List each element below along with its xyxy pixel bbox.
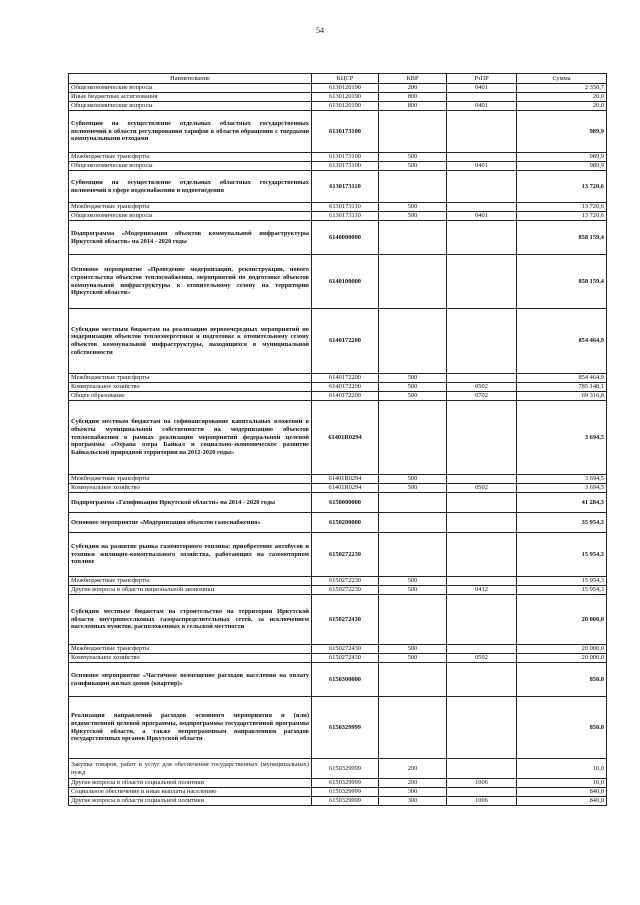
- cell-sum: 13 720,6: [517, 171, 607, 203]
- cell-kvr: 500: [379, 654, 447, 663]
- cell-kcsr: 6150300000: [312, 663, 379, 697]
- cell-rzpr: [447, 595, 517, 645]
- cell-name: Коммунальное хозяйство: [69, 654, 312, 663]
- table-row: [69, 475, 607, 484]
- cell-kvr: 300: [379, 788, 447, 797]
- cell-kvr: 500: [379, 383, 447, 392]
- cell-sum: 850,0: [517, 697, 607, 759]
- cell-name: Основное мероприятие «Модернизация объектов газоснабжения»: [69, 513, 312, 533]
- cell-kvr: 500: [379, 203, 447, 212]
- cell-rzpr: [447, 374, 517, 383]
- cell-kvr: 500: [379, 484, 447, 493]
- cell-name: Общее образование: [69, 392, 312, 401]
- cell-rzpr: [447, 153, 517, 162]
- cell-kvr: [379, 493, 447, 513]
- cell-rzpr: 1006: [447, 797, 517, 806]
- cell-sum: 20,0: [517, 102, 607, 111]
- cell-name: Коммунальное хозяйство: [69, 484, 312, 493]
- cell-name: Другие вопросы в области социальной политики: [69, 797, 312, 806]
- table-row: [69, 255, 607, 309]
- cell-rzpr: 0401: [447, 84, 517, 93]
- cell-sum: 35 954,3: [517, 513, 607, 533]
- cell-name: Субсидии на развитие рынка газомоторного топлива: приобретение автобусов и техники жилищно-коммунального хозяйства, работающих на газомоторном топливе: [69, 533, 312, 577]
- cell-sum: 989,9: [517, 162, 607, 171]
- cell-rzpr: 0401: [447, 162, 517, 171]
- cell-sum: 840,0: [517, 797, 607, 806]
- table-row: [69, 162, 607, 171]
- cell-kvr: 300: [379, 797, 447, 806]
- cell-name: Межбюджетные трансферты: [69, 153, 312, 162]
- cell-kvr: 200: [379, 779, 447, 788]
- budget-table: [68, 73, 607, 806]
- cell-kcsr: 6150329999: [312, 779, 379, 788]
- cell-sum: 20,0: [517, 93, 607, 102]
- cell-kcsr: 6130173110: [312, 171, 379, 203]
- table-row: [69, 577, 607, 586]
- cell-kcsr: 6140172200: [312, 383, 379, 392]
- cell-name: Другие вопросы в области социальной политики: [69, 779, 312, 788]
- cell-sum: 20 000,0: [517, 645, 607, 654]
- cell-rzpr: [447, 577, 517, 586]
- table-row: [69, 493, 607, 513]
- cell-rzpr: [447, 401, 517, 475]
- cell-kcsr: 6130120190: [312, 84, 379, 93]
- cell-sum: 989,9: [517, 153, 607, 162]
- cell-name: Основное мероприятие «Частичное возмещение расходов населения на оплату газификации жилых домов (квартир)»: [69, 663, 312, 697]
- cell-kcsr: 6150272230: [312, 577, 379, 586]
- cell-rzpr: [447, 645, 517, 654]
- cell-kvr: [379, 111, 447, 153]
- cell-kcsr: 6140172200: [312, 309, 379, 374]
- cell-rzpr: 0401: [447, 102, 517, 111]
- cell-rzpr: [447, 663, 517, 697]
- table-row: [69, 654, 607, 663]
- table-row: [69, 111, 607, 153]
- cell-name: Другие вопросы в области национальной экономики: [69, 586, 312, 595]
- cell-sum: 785 148,1: [517, 383, 607, 392]
- table-row: [69, 759, 607, 779]
- cell-kvr: 500: [379, 586, 447, 595]
- cell-name: Общеэкономические вопросы: [69, 212, 312, 221]
- cell-name: Основное мероприятие «Проведение модернизации, реконструкции, нового строительства объектов теплоснабжения, мероприятий по подготовке объектов коммунальной инфраструктуры к отопительному сезону на территории Иркутской области»: [69, 255, 312, 309]
- cell-name: Социальное обеспечение и иные выплаты населению: [69, 788, 312, 797]
- cell-kcsr: 6130173100: [312, 111, 379, 153]
- cell-name: Межбюджетные трансферты: [69, 645, 312, 654]
- cell-kvr: 500: [379, 374, 447, 383]
- cell-rzpr: [447, 533, 517, 577]
- table-row: [69, 374, 607, 383]
- cell-sum: 858 159,4: [517, 255, 607, 309]
- cell-sum: 854 464,9: [517, 374, 607, 383]
- cell-kvr: [379, 513, 447, 533]
- cell-kcsr: 6150272230: [312, 533, 379, 577]
- table-row: [69, 645, 607, 654]
- cell-kvr: 500: [379, 645, 447, 654]
- table-row: [69, 697, 607, 759]
- cell-name: Общеэкономические вопросы: [69, 84, 312, 93]
- cell-kcsr: 6130173110: [312, 203, 379, 212]
- cell-kvr: 500: [379, 212, 447, 221]
- cell-kvr: 500: [379, 392, 447, 401]
- cell-kvr: [379, 697, 447, 759]
- header-sum: Сумма: [517, 74, 607, 84]
- cell-kcsr: 6150272430: [312, 654, 379, 663]
- table-row: [69, 93, 607, 102]
- cell-sum: 15 954,3: [517, 533, 607, 577]
- cell-kvr: [379, 221, 447, 255]
- header-kcsr: КЦСР: [312, 74, 379, 84]
- cell-kvr: [379, 309, 447, 374]
- table-row: [69, 788, 607, 797]
- table-row: [69, 171, 607, 203]
- cell-kcsr: 6150272430: [312, 645, 379, 654]
- cell-sum: 3 694,5: [517, 401, 607, 475]
- header-rzpr: РзПР: [447, 74, 517, 84]
- cell-sum: 850,0: [517, 663, 607, 697]
- table-row: [69, 484, 607, 493]
- cell-kvr: 500: [379, 475, 447, 484]
- cell-sum: 989,9: [517, 111, 607, 153]
- header-kvr: КВР: [379, 74, 447, 84]
- cell-name: Субсидии местным бюджетам на софинансирование капитальных вложений в объекты муниципальной собственности на модернизацию объектов теплоснабжения в рамках реализации мероприятий федеральной целевой программы «Охрана озера Байкал и социально-экономическое развитие Байкальской природной территории на 2012-2020 годы»: [69, 401, 312, 475]
- cell-rzpr: [447, 111, 517, 153]
- cell-kcsr: 6150329999: [312, 697, 379, 759]
- cell-name: Межбюджетные трансферты: [69, 203, 312, 212]
- cell-name: Подпрограмма «Модернизация объектов коммунальной инфраструктуры Иркутской области» на 2014 - 2020 годы: [69, 221, 312, 255]
- cell-rzpr: [447, 221, 517, 255]
- cell-name: Общеэкономические вопросы: [69, 162, 312, 171]
- cell-kvr: 200: [379, 759, 447, 779]
- cell-rzpr: [447, 475, 517, 484]
- table-row: [69, 779, 607, 788]
- cell-rzpr: [447, 309, 517, 374]
- cell-kcsr: 6150272230: [312, 586, 379, 595]
- cell-rzpr: 0412: [447, 586, 517, 595]
- cell-name: Субвенции на осуществление отдельных областных государственных полномочий в сфере водоснабжения и водоотведения: [69, 171, 312, 203]
- cell-name: Субсидии местным бюджетам на реализацию первоочередных мероприятий по модернизации объектов теплоэнергетики и подготовке к отопительному сезону объектов коммунальной инфраструктуры, находящихся в муниципальной собственности: [69, 309, 312, 374]
- cell-kvr: [379, 663, 447, 697]
- cell-kcsr: 6150329999: [312, 788, 379, 797]
- cell-kcsr: 6130120190: [312, 102, 379, 111]
- cell-sum: 840,0: [517, 788, 607, 797]
- cell-rzpr: 0502: [447, 654, 517, 663]
- cell-kcsr: 6150329999: [312, 797, 379, 806]
- cell-kcsr: 6140172200: [312, 392, 379, 401]
- cell-kcsr: 6140000000: [312, 221, 379, 255]
- cell-rzpr: [447, 203, 517, 212]
- cell-kcsr: 6140172200: [312, 374, 379, 383]
- cell-name: Подпрограмма «Газификация Иркутской области» на 2014 - 2020 годы: [69, 493, 312, 513]
- cell-kvr: 500: [379, 162, 447, 171]
- cell-rzpr: 0702: [447, 392, 517, 401]
- table-row: [69, 153, 607, 162]
- table-row: [69, 383, 607, 392]
- cell-kvr: 800: [379, 102, 447, 111]
- cell-rzpr: [447, 759, 517, 779]
- table-row: [69, 586, 607, 595]
- cell-kvr: [379, 401, 447, 475]
- cell-rzpr: [447, 255, 517, 309]
- cell-name: Межбюджетные трансферты: [69, 374, 312, 383]
- cell-rzpr: 1006: [447, 779, 517, 788]
- page-number: 54: [316, 26, 324, 35]
- table-row: [69, 392, 607, 401]
- cell-kvr: 800: [379, 93, 447, 102]
- cell-sum: 13 720,6: [517, 203, 607, 212]
- cell-kcsr: 6150000000: [312, 493, 379, 513]
- header-name: Наименование: [69, 74, 312, 84]
- cell-kvr: 500: [379, 577, 447, 586]
- cell-kcsr: 6150329999: [312, 759, 379, 779]
- cell-kcsr: 6130120190: [312, 93, 379, 102]
- cell-kcsr: 6150272430: [312, 595, 379, 645]
- cell-sum: 15 954,3: [517, 586, 607, 595]
- cell-sum: 20 000,0: [517, 595, 607, 645]
- cell-kcsr: 61401R0294: [312, 484, 379, 493]
- cell-sum: 69 316,8: [517, 392, 607, 401]
- cell-kcsr: 6140100000: [312, 255, 379, 309]
- table-row: [69, 84, 607, 93]
- table-row: [69, 513, 607, 533]
- cell-kvr: [379, 255, 447, 309]
- cell-sum: 13 720,6: [517, 212, 607, 221]
- cell-name: Реализация направлений расходов основного мероприятия и (или) ведомственной целевой программы, подпрограммы государственной программы Иркутской области, а также непрограммным направлениям расходов государственных органов Иркутской области: [69, 697, 312, 759]
- cell-sum: 3 694,5: [517, 484, 607, 493]
- cell-rzpr: [447, 171, 517, 203]
- cell-rzpr: [447, 697, 517, 759]
- cell-kcsr: 61401R0294: [312, 475, 379, 484]
- cell-sum: 20 000,0: [517, 654, 607, 663]
- cell-name: Коммунальное хозяйство: [69, 383, 312, 392]
- table-row: [69, 203, 607, 212]
- cell-sum: 3 694,5: [517, 475, 607, 484]
- cell-sum: 854 464,9: [517, 309, 607, 374]
- cell-kvr: [379, 533, 447, 577]
- cell-name: Субвенции на осуществление отдельных областных государственных полномочий в области регулирования тарифов в области обращения с твердыми коммунальными отходами: [69, 111, 312, 153]
- cell-rzpr: [447, 93, 517, 102]
- cell-sum: 10,0: [517, 759, 607, 779]
- table-row: [69, 533, 607, 577]
- table-row: [69, 221, 607, 255]
- cell-sum: 15 954,3: [517, 577, 607, 586]
- table-row: [69, 102, 607, 111]
- cell-rzpr: 0401: [447, 212, 517, 221]
- table-row: [69, 797, 607, 806]
- cell-kcsr: 6130173100: [312, 162, 379, 171]
- cell-kvr: [379, 171, 447, 203]
- cell-rzpr: 0502: [447, 383, 517, 392]
- cell-name: Общеэкономические вопросы: [69, 102, 312, 111]
- cell-rzpr: [447, 493, 517, 513]
- table-row: [69, 309, 607, 374]
- cell-kvr: 200: [379, 84, 447, 93]
- cell-kcsr: 61401R0294: [312, 401, 379, 475]
- cell-kcsr: 6130173100: [312, 153, 379, 162]
- table-row: [69, 212, 607, 221]
- cell-name: Межбюджетные трансферты: [69, 577, 312, 586]
- cell-name: Субсидии местным бюджетам на строительство на территории Иркутской области внутрипоселковых газораспределительных сетей, за исключением населенных пунктов, расположенных в сельской местности: [69, 595, 312, 645]
- cell-name: Межбюджетные трансферты: [69, 475, 312, 484]
- table-row: [69, 595, 607, 645]
- cell-kvr: [379, 595, 447, 645]
- cell-name: Иные бюджетные ассигнования: [69, 93, 312, 102]
- cell-rzpr: 0502: [447, 484, 517, 493]
- cell-sum: 41 284,3: [517, 493, 607, 513]
- cell-rzpr: [447, 513, 517, 533]
- cell-name: Закупка товаров, работ и услуг для обеспечения государственных (муниципальных) нужд: [69, 759, 312, 779]
- cell-sum: 10,0: [517, 779, 607, 788]
- cell-sum: 858 159,4: [517, 221, 607, 255]
- table-row: [69, 663, 607, 697]
- cell-sum: 2 350,7: [517, 84, 607, 93]
- table-row: [69, 401, 607, 475]
- table-header-row: [69, 74, 607, 84]
- cell-kcsr: 6150200000: [312, 513, 379, 533]
- cell-kvr: 500: [379, 153, 447, 162]
- cell-rzpr: [447, 788, 517, 797]
- cell-kcsr: 6130173110: [312, 212, 379, 221]
